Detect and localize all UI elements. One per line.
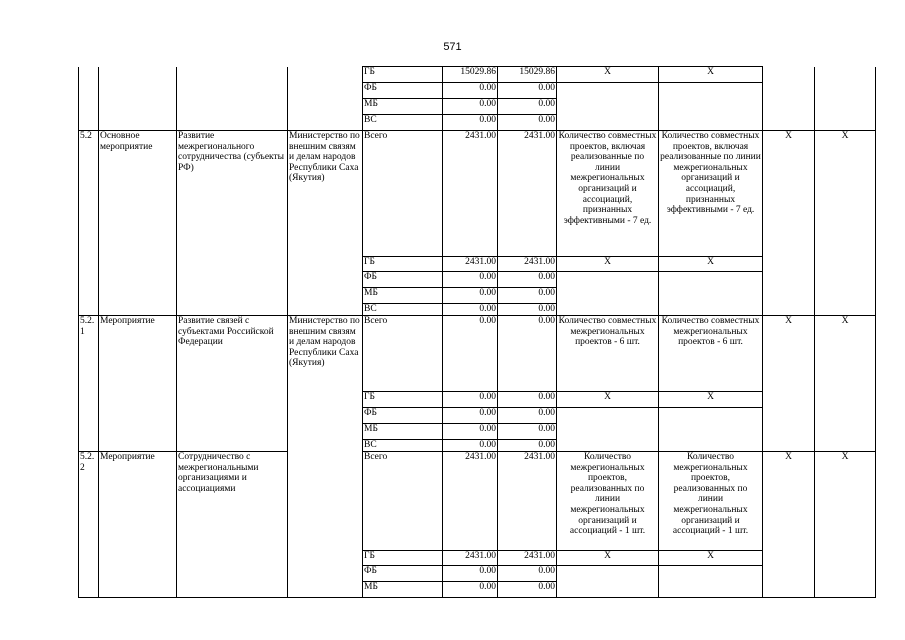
activity-type: Мероприятие [99,452,177,598]
amount-cell: 0.00 [443,99,498,115]
table-row [79,316,876,392]
amount-cell: 0.00 [443,582,498,598]
table-row [79,131,876,257]
activity-type: Мероприятие [99,316,177,452]
amount-cell: 2431.00 [443,257,498,272]
cell-empty [288,67,363,131]
activity-name: Сотрудничество с межрегиональными организациями и ассоциациями [177,452,288,598]
amount-cell: 0.00 [443,566,498,582]
amount-cell: 0.00 [443,316,498,392]
funding-source-label: МБ [363,582,443,598]
amount-cell: 0.00 [443,288,498,304]
amount-cell: 0.00 [498,408,557,424]
cell-empty [79,67,99,131]
cell-empty [557,408,659,452]
amount-cell: 15029.86 [443,67,498,83]
cell-empty [815,67,876,131]
cell-empty [557,566,659,598]
x-mark: X [659,257,763,272]
funding-source-label: Всего [363,131,443,257]
x-mark: X [763,131,815,316]
cell-empty [659,566,763,598]
cell-empty [659,83,763,131]
x-mark: X [815,452,876,598]
x-mark: X [815,131,876,316]
row-number: 5.2 [79,131,99,316]
x-mark: X [557,392,659,408]
funding-source-label: ФБ [363,83,443,99]
row-number: 5.2.2 [79,452,99,598]
table-row [79,67,876,83]
program-activities-table [78,66,876,598]
amount-cell: 0.00 [443,424,498,440]
funding-source-label: ВС [363,440,443,452]
amount-cell: 0.00 [443,272,498,288]
funding-source-label: МБ [363,288,443,304]
amount-cell: 0.00 [498,99,557,115]
funding-source-label: ФБ [363,408,443,424]
funding-source-label: МБ [363,99,443,115]
amount-cell: 0.00 [443,304,498,316]
cell-empty [659,408,763,452]
amount-cell: 0.00 [498,272,557,288]
amount-cell: 2431.00 [498,257,557,272]
cell-empty [177,67,288,131]
page-number: 571 [443,41,462,53]
indicator-text: Количество межрегиональных проектов, реализованных по линии межрегиональных организаций и ассоциаций - 1 шт. [557,452,659,551]
x-mark: X [557,67,659,83]
executor: Министерство по внешним связям и делам народов Республики Саха (Якутия) [288,316,363,598]
amount-cell: 0.00 [498,316,557,392]
amount-cell: 15029.86 [498,67,557,83]
amount-cell: 0.00 [443,83,498,99]
funding-source-label: ГБ [363,551,443,566]
activity-name: Развитие межрегионального сотрудничества (субъекты РФ) [177,131,288,316]
amount-cell: 2431.00 [443,452,498,551]
activity-type: Основное мероприятие [99,131,177,316]
amount-cell: 0.00 [443,408,498,424]
x-mark: X [815,316,876,452]
cell-empty [557,83,659,131]
funding-source-label: ГБ [363,392,443,408]
x-mark: X [557,257,659,272]
indicator-text: Количество совместных проектов, включая реализованные по линии межрегиональных организаций и ассоциаций, признанных эффективными - 7 ед. [557,131,659,257]
funding-source-label: ГБ [363,257,443,272]
amount-cell: 0.00 [498,440,557,452]
cell-empty [763,67,815,131]
amount-cell: 0.00 [498,83,557,99]
amount-cell: 0.00 [498,566,557,582]
x-mark: X [763,452,815,598]
funding-source-label: ВС [363,115,443,131]
indicator-text: Количество совместных проектов, включая реализованные по линии межрегиональных организаций и ассоциаций, признанных эффективными - 7 ед. [659,131,763,257]
funding-source-label: ГБ [363,67,443,83]
table-row [79,452,876,551]
amount-cell: 2431.00 [498,551,557,566]
row-number: 5.2.1 [79,316,99,452]
amount-cell: 0.00 [498,424,557,440]
x-mark: X [659,67,763,83]
funding-source-label: ФБ [363,272,443,288]
indicator-text: Количество совместных межрегиональных проектов - 6 шт. [659,316,763,392]
funding-source-label: МБ [363,424,443,440]
amount-cell: 0.00 [443,392,498,408]
amount-cell: 2431.00 [443,131,498,257]
x-mark: X [557,551,659,566]
x-mark: X [659,392,763,408]
amount-cell: 0.00 [443,440,498,452]
executor: Министерство по внешним связям и делам народов Республики Саха (Якутия) [288,131,363,316]
x-mark: X [763,316,815,452]
amount-cell: 2431.00 [498,452,557,551]
funding-source-label: ВС [363,304,443,316]
amount-cell: 0.00 [443,115,498,131]
cell-empty [557,272,659,316]
indicator-text: Количество совместных межрегиональных проектов - 6 шт. [557,316,659,392]
amount-cell: 0.00 [498,115,557,131]
amount-cell: 0.00 [498,288,557,304]
funding-source-label: ФБ [363,566,443,582]
indicator-text: Количество межрегиональных проектов, реализованных по линии межрегиональных организаций и ассоциаций - 1 шт. [659,452,763,551]
amount-cell: 2431.00 [443,551,498,566]
funding-source-label: Всего [363,316,443,392]
amount-cell: 2431.00 [498,131,557,257]
cell-empty [659,272,763,316]
cell-empty [99,67,177,131]
amount-cell: 0.00 [498,582,557,598]
amount-cell: 0.00 [498,392,557,408]
amount-cell: 0.00 [498,304,557,316]
funding-source-label: Всего [363,452,443,551]
x-mark: X [659,551,763,566]
activity-name: Развитие связей с субъектами Российской Федерации [177,316,288,452]
